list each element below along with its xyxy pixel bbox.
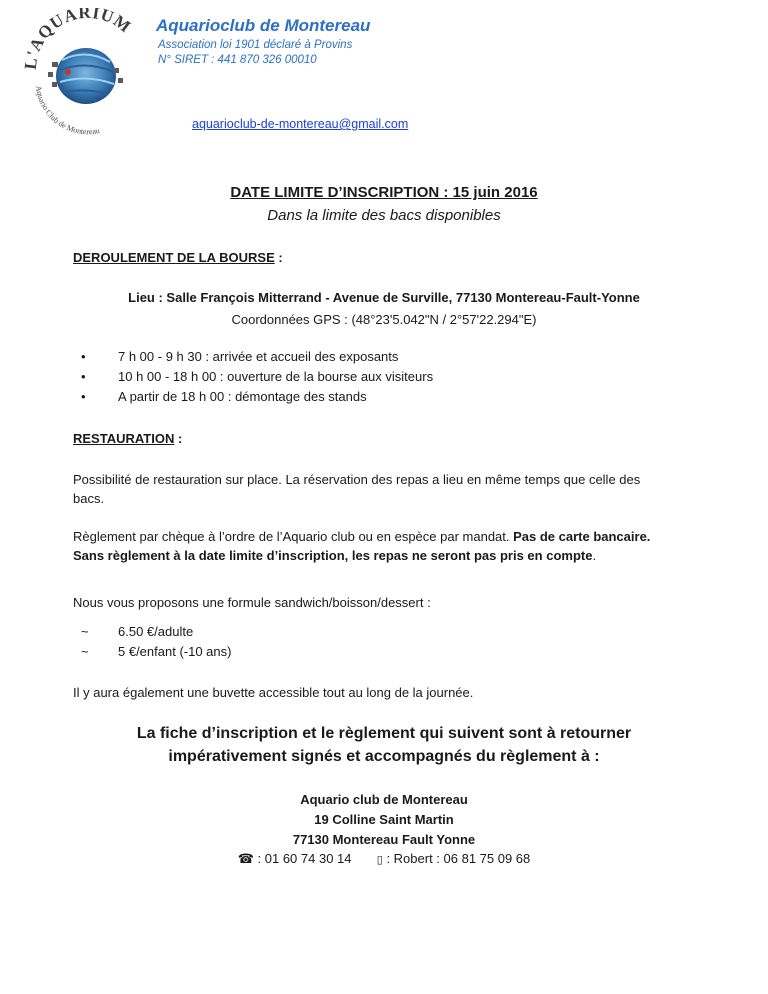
logo-bottom-text: Aquario Club de Montereau	[33, 85, 101, 136]
association-line: Association loi 1901 déclaré à Provins	[158, 39, 353, 51]
schedule-list	[73, 347, 433, 407]
list-item	[73, 387, 433, 407]
bullet-icon: •	[81, 389, 86, 404]
schedule-item: 10 h 00 - 18 h 00 : ouverture de la bourse aux visiteurs	[118, 369, 434, 384]
restauration-heading-text: RESTAURATION	[73, 431, 175, 446]
closing-line-1: La fiche d’inscription et le règlement qui suivent sont à retourner	[136, 725, 632, 742]
para2-line2	[73, 546, 650, 565]
mobile-phone-icon: ▯	[376, 854, 383, 866]
list-item	[73, 347, 433, 367]
para2-period: .	[592, 548, 597, 563]
schedule-item: A partir de 18 h 00 : démontage des stands	[118, 389, 367, 404]
list-item	[73, 642, 231, 662]
address-street: 19 Colline Saint Martin	[314, 812, 454, 827]
list-item	[73, 367, 433, 387]
phone-number: : 01 60 74 30 14	[253, 851, 352, 866]
bourse-heading-colon: :	[274, 250, 283, 265]
address-name: Aquario club de Montereau	[300, 792, 468, 807]
price-item: 5 €/enfant (-10 ans)	[118, 644, 232, 659]
deadline-subtitle: Dans la limite des bacs disponibles	[267, 207, 501, 224]
venue-line: Lieu : Salle François Mitterrand - Avenue de Surville, 77130 Montereau-Fault-Yonne	[128, 290, 640, 305]
bourse-heading	[73, 250, 283, 265]
logo-arc-text: L'AQUARIUM	[22, 8, 135, 71]
club-name: Aquarioclub de Montereau	[156, 16, 371, 35]
tilde-bullet-icon: ~	[81, 624, 89, 639]
contact-line	[0, 851, 768, 867]
formule-intro: Nous vous proposons une formule sandwich/boisson/dessert :	[73, 595, 431, 610]
restauration-heading	[73, 431, 182, 446]
payment-text: Règlement par chèque à l’ordre de l’Aquario club ou en espèce par mandat.	[73, 529, 514, 544]
price-list	[73, 622, 231, 662]
restauration-heading-colon: :	[174, 431, 183, 446]
gps-line: Coordonnées GPS : (48°23'5.042"N / 2°57'22.294"E)	[231, 312, 537, 327]
restauration-para2	[73, 527, 650, 565]
bullet-icon: •	[81, 369, 86, 384]
buvette-line: Il y aura également une buvette accessible tout au long de la journée.	[73, 685, 474, 700]
para2-line1	[73, 527, 650, 546]
club-logo	[22, 8, 150, 136]
bullet-icon: •	[81, 349, 86, 364]
no-card-text: Pas de carte bancaire.	[513, 529, 651, 544]
schedule-item: 7 h 00 - 9 h 30 : arrivée et accueil des exposants	[118, 349, 399, 364]
siret-line: N° SIRET : 441 870 326 00010	[158, 54, 317, 66]
phone-icon: ☎	[237, 851, 254, 866]
deadline-title: DATE LIMITE D’INSCRIPTION : 15 juin 2016	[230, 184, 538, 201]
para1-line2: bacs.	[73, 491, 105, 506]
mobile-number: : Robert : 06 81 75 09 68	[382, 851, 531, 866]
restauration-para1	[73, 470, 640, 508]
address-city: 77130 Montereau Fault Yonne	[292, 832, 476, 847]
bourse-heading-text: DEROULEMENT DE LA BOURSE	[73, 250, 275, 265]
tilde-bullet-icon: ~	[81, 644, 89, 659]
no-payment-warning: Sans règlement à la date limite d’inscription, les repas ne seront pas pris en compte	[73, 548, 593, 563]
list-item	[73, 622, 231, 642]
discus-fish-logo-icon	[22, 8, 150, 136]
para1-line1: Possibilité de restauration sur place. La réservation des repas a lieu en même temps que celle des	[73, 472, 641, 487]
closing-line-2: impérativement signés et accompagnés du règlement à :	[168, 748, 600, 765]
email-link[interactable]: aquarioclub-de-montereau@gmail.com	[192, 117, 409, 131]
price-item: 6.50 €/adulte	[118, 624, 194, 639]
